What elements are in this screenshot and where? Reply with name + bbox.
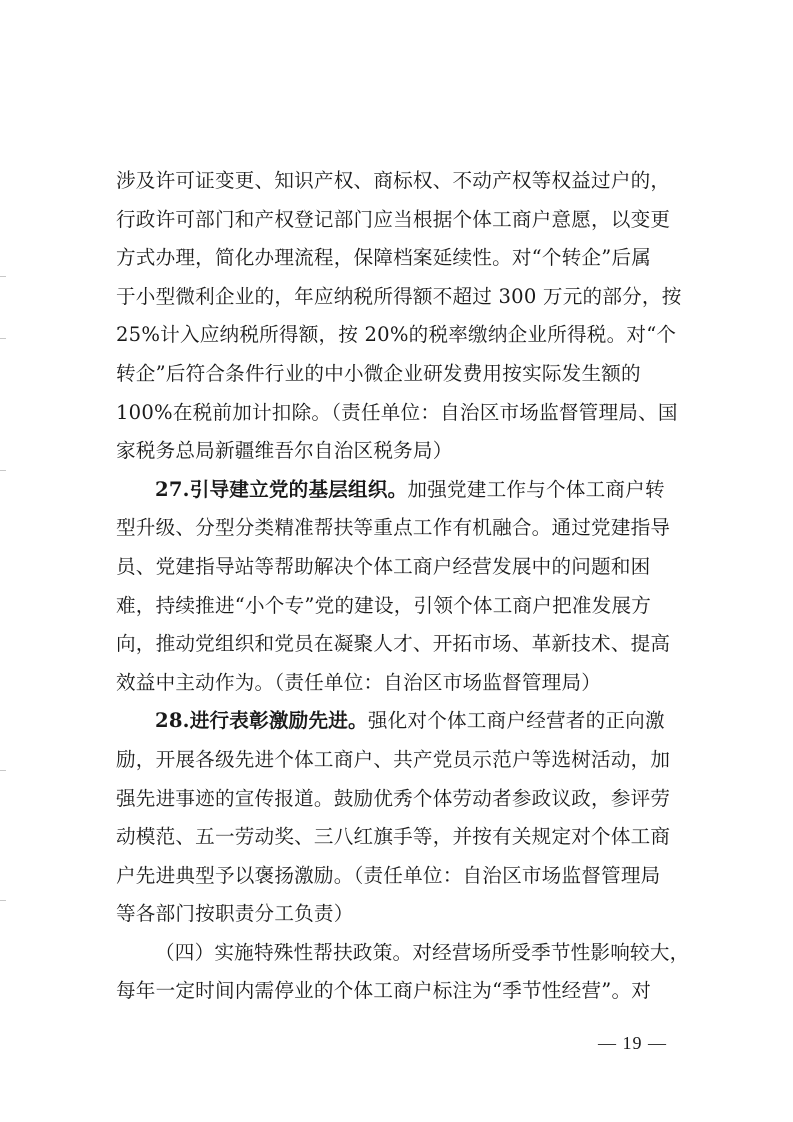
margin-mark bbox=[0, 276, 6, 277]
text-line bbox=[116, 587, 694, 626]
text-line bbox=[116, 741, 694, 780]
text-line bbox=[116, 162, 694, 201]
text-line bbox=[116, 432, 694, 471]
text-line bbox=[116, 857, 694, 896]
text-line bbox=[116, 818, 694, 857]
line-text: 转企”后符合条件行业的中小微企业研发费用按实际发生额的 bbox=[116, 361, 641, 385]
line-text: 家税务总局新疆维吾尔自治区税务局） bbox=[116, 439, 453, 463]
line-text: 强化对个体工商户经营者的正向激 bbox=[367, 709, 665, 733]
line-text: 于小型微利企业的，年应纳税所得额不超过 300 万元的部分，按 bbox=[116, 284, 682, 308]
line-text: 强先进事迹的宣传报道。鼓励优秀个体劳动者参政议政，参评劳 bbox=[116, 786, 671, 810]
text-line bbox=[116, 509, 694, 548]
margin-mark bbox=[0, 900, 6, 901]
text-line bbox=[116, 664, 694, 703]
line-text: 方式办理，简化办理流程，保障档案延续性。对“个转企”后属 bbox=[116, 246, 652, 270]
body-text bbox=[116, 162, 694, 1011]
text-line bbox=[116, 394, 694, 433]
text-line bbox=[116, 625, 694, 664]
section-heading-line bbox=[116, 934, 694, 973]
text-line bbox=[116, 316, 694, 355]
text-line bbox=[116, 278, 694, 317]
section-heading: 27.引导建立党的基层组织。 bbox=[155, 477, 408, 501]
line-text: 等各部门按职责分工负责） bbox=[116, 902, 354, 926]
text-line bbox=[116, 201, 694, 240]
section-heading-line bbox=[116, 702, 694, 741]
margin-mark bbox=[0, 770, 6, 771]
section-heading: （四）实施特殊性帮扶政策。 bbox=[155, 940, 413, 964]
line-text: 25%计入应纳税所得额，按 20%的税率缴纳企业所得税。对“个 bbox=[116, 323, 677, 347]
page-number: — 19 — bbox=[598, 1033, 667, 1053]
margin-mark bbox=[0, 338, 6, 339]
line-text: 每年一定时间内需停业的个体工商户标注为“季节性经营”。对 bbox=[116, 979, 652, 1003]
line-text: 难，持续推进“小个专”党的建设，引领个体工商户把准发展方 bbox=[116, 593, 652, 617]
line-text: 加强党建工作与个体工商户转 bbox=[407, 477, 665, 501]
section-heading: 28.进行表彰激励先进。 bbox=[155, 709, 368, 733]
text-line bbox=[116, 895, 694, 934]
line-text: 励，开展各级先进个体工商户、共产党员示范户等选树活动，加 bbox=[116, 747, 671, 771]
line-text: 户先进典型予以褒扬激励。（责任单位：自治区市场监督管理局 bbox=[116, 863, 661, 887]
margin-mark bbox=[0, 470, 6, 471]
section-heading-line bbox=[116, 471, 694, 510]
text-line bbox=[116, 355, 694, 394]
text-line bbox=[116, 548, 694, 587]
line-text: 对经营场所受季节性影响较大， bbox=[412, 940, 690, 964]
text-line bbox=[116, 972, 694, 1011]
line-text: 涉及许可证变更、知识产权、商标权、不动产权等权益过户的， bbox=[116, 169, 671, 192]
line-text: 100%在税前加计扣除。（责任单位：自治区市场监督管理局、国 bbox=[116, 400, 678, 424]
text-line bbox=[116, 239, 694, 278]
line-text: 向，推动党组织和党员在凝聚人才、开拓市场、革新技术、提高 bbox=[116, 632, 671, 656]
line-text: 型升级、分型分类精准帮扶等重点工作有机融合。通过党建指导 bbox=[116, 516, 671, 540]
line-text: 员、党建指导站等帮助解决个体工商户经营发展中的问题和困 bbox=[116, 554, 651, 578]
line-text: 行政许可部门和产权登记部门应当根据个体工商户意愿，以变更 bbox=[116, 207, 671, 231]
line-text: 效益中主动作为。（责任单位：自治区市场监督管理局） bbox=[116, 670, 602, 694]
line-text: 动模范、五一劳动奖、三八红旗手等，并按有关规定对个体工商 bbox=[116, 825, 671, 849]
text-line bbox=[116, 780, 694, 819]
